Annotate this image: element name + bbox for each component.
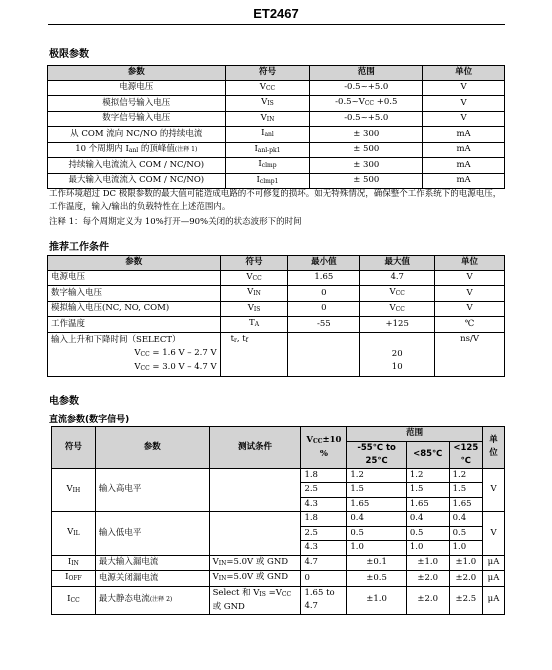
table-row: 2.5 0.5 0.5 0.5	[52, 526, 505, 541]
col-header-condition: 测试条件	[209, 427, 301, 469]
table-row: VIH 输入高电平 1.8 1.2 1.2 1.2 V	[52, 468, 505, 483]
absolute-max-table	[47, 65, 505, 189]
col-header-unit: 单 位	[483, 427, 505, 469]
table-row: 从 COM 流向 NC/NO 的持续电流 Ianl ± 300 mA	[48, 127, 505, 143]
table-row-slew: 输入上升和下降时间（SELECT） VCC = 1.6 V – 2.7 V VCC = 3.0 V – 4.7 V tr, tf 20 10 ns/V	[48, 332, 505, 376]
col-header-temp-25: -55℃ to 25℃	[347, 441, 406, 468]
col-header-param: 参数	[48, 256, 221, 271]
table-row: ICC 最大静态电流(注释 2) Select 和 VIS =VCC 或 GND 1.65 to 4.7 ±1.0 ±2.0 ±2.5 μA	[52, 586, 505, 614]
col-header-unit: 单位	[435, 256, 505, 271]
col-header-temp-125: <125 ℃	[449, 441, 482, 468]
section-heading-absolute-max: 极限参数	[49, 49, 89, 60]
col-header-symbol: 符号	[52, 427, 96, 469]
col-header-unit: 单位	[423, 66, 505, 81]
table-row: 4.3 1.65 1.65 1.65	[52, 497, 505, 512]
table-row: IIN 最大输入漏电流 VIN=5.0V 或 GND 4.7 ±0.1 ±1.0 ±1.0 μA	[52, 555, 505, 571]
document-title: ET2467	[253, 6, 299, 21]
col-header-vcc: VCC±10 %	[301, 427, 347, 469]
table-row: 数字信号输入电压 VIN -0.5~+5.0 V	[48, 111, 505, 127]
col-header-min: 最小值	[288, 256, 360, 271]
table-row: 数字输入电压 VIN 0 VCC V	[48, 286, 505, 302]
table-row: 10 个周期内 Ianl 的顶峰值(注释 1) Ianl-pk1 ± 500 mA	[48, 142, 505, 158]
table-row: 电源电压 VCC -0.5~+5.0 V	[48, 80, 505, 96]
col-header-symbol: 符号	[225, 66, 310, 81]
table-row: 最大输入电流流入 COM / NC/NO) Iclmp1 ± 500 mA	[48, 173, 505, 189]
col-header-temp-85: <85℃	[406, 441, 449, 468]
section-heading-electrical: 电参数	[49, 396, 79, 407]
table-row: 工作温度 TA -55 +125 ℃	[48, 317, 505, 333]
col-header-param: 参数	[48, 66, 226, 81]
table-row: 2.5 1.5 1.5 1.5	[52, 483, 505, 498]
table-row: 模拟输入电压(NC, NO, COM) VIS 0 VCC V	[48, 301, 505, 317]
col-header-range: 范围	[347, 427, 483, 442]
table-row: VIL 输入低电平 1.8 0.4 0.4 0.4 V	[52, 512, 505, 527]
header-rule	[48, 24, 505, 25]
table-row: 持续输入电流流入 COM / NC/NO) Iclmp ± 300 mA	[48, 158, 505, 174]
abs-max-footnote: 注释 1：每个周期定义为 10%打开—90%关闭的状态波形下的时间	[49, 217, 302, 227]
subsection-heading-dc: 直流参数(数字信号)	[49, 415, 130, 425]
section-heading-recommended: 推荐工作条件	[49, 242, 109, 253]
recommended-conditions-table	[47, 255, 505, 377]
col-header-max: 最大值	[360, 256, 435, 271]
abs-max-warning-note: 工作环境超过 DC 极限参数的最大值可能造成电路的不可修复的损坏。如无特殊情况，确保整个工作系统下的电源电压，工作温度，输入/输出的负载特性在上述范围内。	[49, 189, 502, 212]
col-header-param: 参数	[95, 427, 209, 469]
dc-parameters-table	[51, 426, 505, 615]
table-row: IOFF 电源关闭漏电流 VIN=5.0V 或 GND 0 ±0.5 ±2.0 ±2.0 μA	[52, 571, 505, 587]
table-row: 电源电压 VCC 1.65 4.7 V	[48, 270, 505, 286]
table-row: 模拟信号输入电压 VIS -0.5~VCC +0.5 V	[48, 96, 505, 112]
col-header-symbol: 符号	[220, 256, 288, 271]
table-row: 4.3 1.0 1.0 1.0	[52, 541, 505, 556]
col-header-range: 范围	[310, 66, 423, 81]
